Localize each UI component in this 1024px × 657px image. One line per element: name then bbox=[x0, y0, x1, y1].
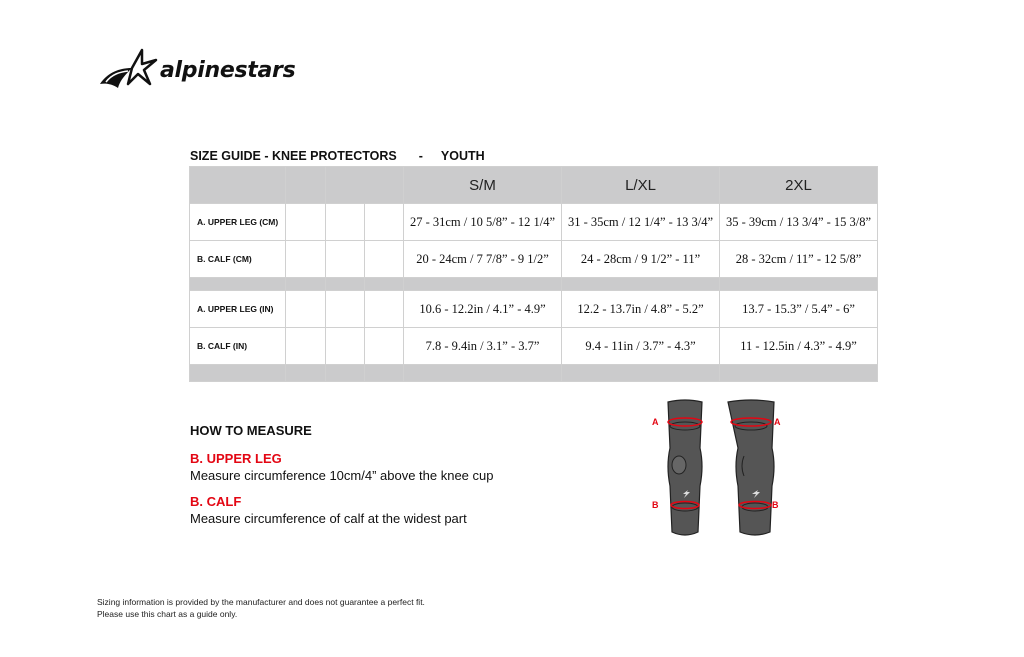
table-cell: 9.4 - 11in / 3.7” - 4.3” bbox=[562, 328, 720, 365]
table-cell: 20 - 24cm / 7 7/8” - 9 1/2” bbox=[404, 241, 562, 278]
back-leg-illustration bbox=[728, 400, 774, 535]
row-label: A. UPPER LEG (IN) bbox=[190, 291, 286, 328]
label-b-left: B bbox=[652, 500, 659, 510]
row-label: A. UPPER LEG (CM) bbox=[190, 204, 286, 241]
table-row bbox=[190, 291, 878, 328]
table-cell: 10.6 - 12.2in / 4.1” - 4.9” bbox=[404, 291, 562, 328]
table-row bbox=[190, 204, 878, 241]
front-leg-illustration bbox=[668, 400, 702, 535]
size-header: S/M bbox=[404, 167, 562, 204]
size-header: 2XL bbox=[720, 167, 878, 204]
title-sub: YOUTH bbox=[440, 149, 485, 163]
table-cell: 28 - 32cm / 11” - 12 5/8” bbox=[720, 241, 878, 278]
how-to-measure-heading: HOW TO MEASURE bbox=[190, 423, 312, 438]
label-a-right: A bbox=[774, 417, 781, 427]
table-cell: 7.8 - 9.4in / 3.1” - 3.7” bbox=[404, 328, 562, 365]
brand-wordmark: alpinestars bbox=[160, 58, 296, 83]
table-cell: 35 - 39cm / 13 3/4” - 15 3/8” bbox=[720, 204, 878, 241]
separator-row bbox=[190, 365, 878, 382]
row-label: B. CALF (CM) bbox=[190, 241, 286, 278]
knee-measure-diagram bbox=[648, 396, 788, 542]
title-separator: - bbox=[418, 149, 423, 163]
table-cell: 24 - 28cm / 9 1/2” - 11” bbox=[562, 241, 720, 278]
table-cell: 27 - 31cm / 10 5/8” - 12 1/4” bbox=[404, 204, 562, 241]
table-row bbox=[190, 241, 878, 278]
brand-logo bbox=[98, 44, 334, 92]
upper-leg-heading: B. UPPER LEG bbox=[190, 451, 282, 466]
table-row bbox=[190, 328, 878, 365]
page-title bbox=[190, 149, 485, 163]
size-header: L/XL bbox=[562, 167, 720, 204]
upper-leg-description: Measure circumference 10cm/4” above the knee cup bbox=[190, 468, 494, 483]
label-b-right: B bbox=[772, 500, 779, 510]
star-logo-icon bbox=[98, 44, 160, 92]
disclaimer-line: Please use this chart as a guide only. bbox=[97, 609, 238, 619]
table-cell: 31 - 35cm / 12 1/4” - 13 3/4” bbox=[562, 204, 720, 241]
table-cell: 11 - 12.5in / 4.3” - 4.9” bbox=[720, 328, 878, 365]
disclaimer-line: Sizing information is provided by the manufacturer and does not guarantee a perfect fit. bbox=[97, 597, 425, 607]
calf-heading: B. CALF bbox=[190, 494, 242, 509]
calf-description: Measure circumference of calf at the widest part bbox=[190, 511, 467, 526]
table-cell: 13.7 - 15.3” / 5.4” - 6” bbox=[720, 291, 878, 328]
size-table bbox=[189, 166, 878, 382]
table-cell: 12.2 - 13.7in / 4.8” - 5.2” bbox=[562, 291, 720, 328]
size-header-row bbox=[190, 167, 878, 204]
row-label: B. CALF (IN) bbox=[190, 328, 286, 365]
disclaimer bbox=[97, 596, 425, 620]
title-main: SIZE GUIDE - KNEE PROTECTORS bbox=[190, 149, 397, 163]
label-a-left: A bbox=[652, 417, 659, 427]
separator-row bbox=[190, 278, 878, 291]
